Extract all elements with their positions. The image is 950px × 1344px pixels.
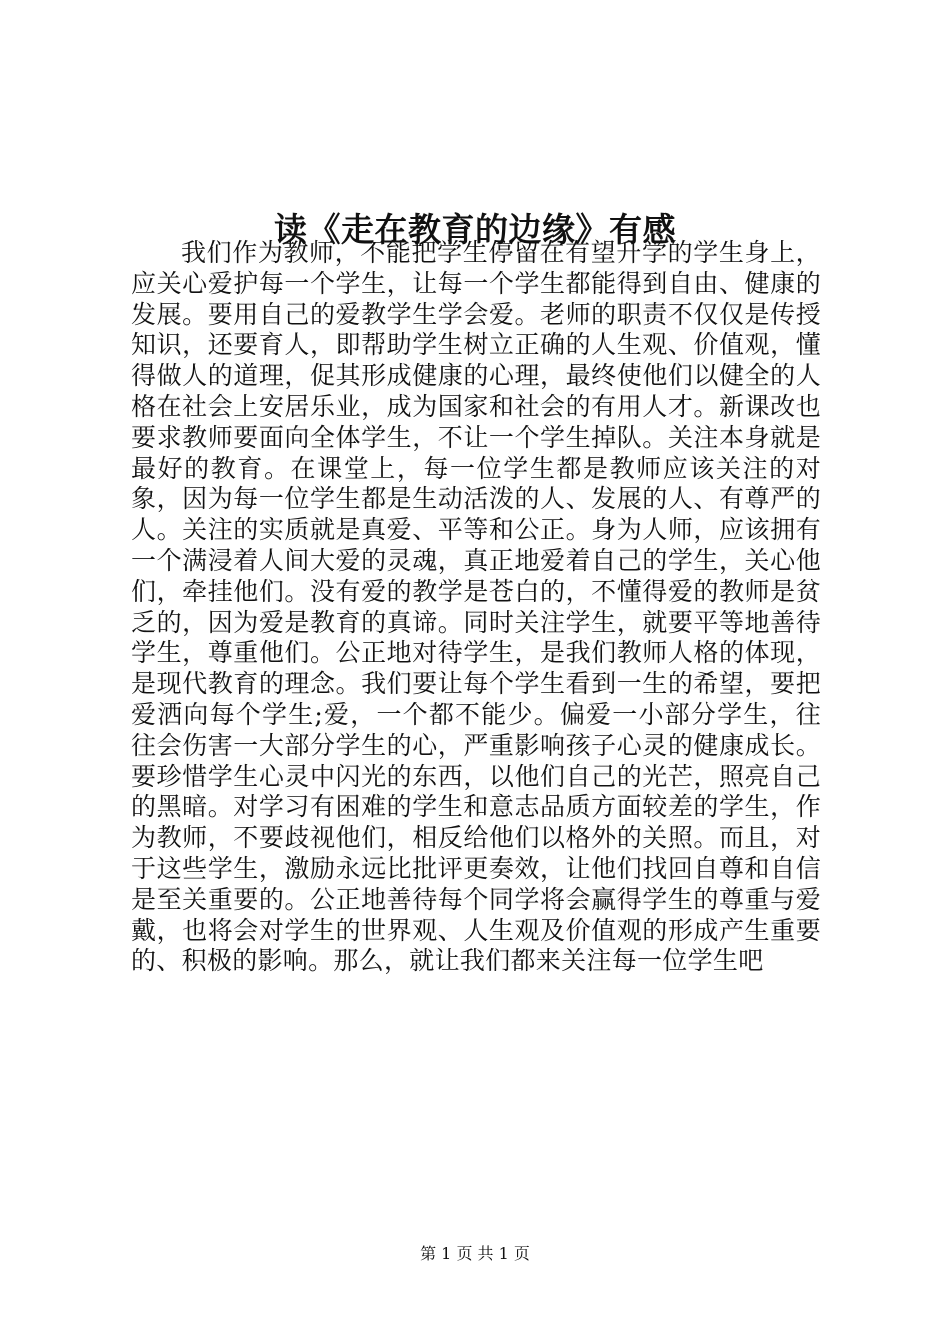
document-title: 读《走在教育的边缘》有感 — [274, 210, 676, 250]
page-footer: 第 1 页 共 1 页 — [420, 1244, 530, 1263]
body-paragraph: 我们作为教师，不能把学生停留在有望升学的学生身上，应关心爱护每一个学生，让每一个学生都能得到自由、健康的发展。要用自己的爱教学生学会爱。老师的职责不仅仅是传授知识，还要育人，即帮助学生树立正确的人生观、价值观，懂得做人的道理，促其形成健康的心理，最终使他们以健全的人格在社会上安居乐业，成为国家和社会的有用人才。新课改也要求教师要面向全体学生，不让一个学生掉队。关注本身就是最好的教育。在课堂上，每一位学生都是教师应该关注的对象，因为每一位学生都是生动活泼的人、发展的人、有尊严的人。关注的实质就是真爱、平等和公正。身为人师，应该拥有一个满浸着人间大爱的灵魂，真正地爱着自己的学生，关心他们，牵挂他们。没有爱的教学是苍白的，不懂得爱的教师是贫乏的，因为爱是教育的真谛。同时关注学生，就要平等地善待学生，尊重他们。公正地对待学生，是我们教师人格的体现，是现代教育的理念。我们要让每个学生看到一生的希望，要把爱洒向每个学生;爱，一个都不能少。偏爱一小部分学生，往往会伤害一大部分学生的心，严重影响孩子心灵的健康成长。要珍惜学生心灵中闪光的东西，以他们自己的光芒，照亮自己的黑暗。对学习有困难的学生和意志品质方面较差的学生，作为教师，不要歧视他们，相反给他们以格外的关照。而且，对于这些学生，激励永远比批评更奏效，让他们找回自尊和自信是至关重要的。公正地善待每个同学将会赢得学生的尊重与爱戴，也将会对学生的世界观、人生观及价值观的形成产生重要的、积极的影响。那么，就让我们都来关注每一位学生吧 — [131, 238, 821, 976]
